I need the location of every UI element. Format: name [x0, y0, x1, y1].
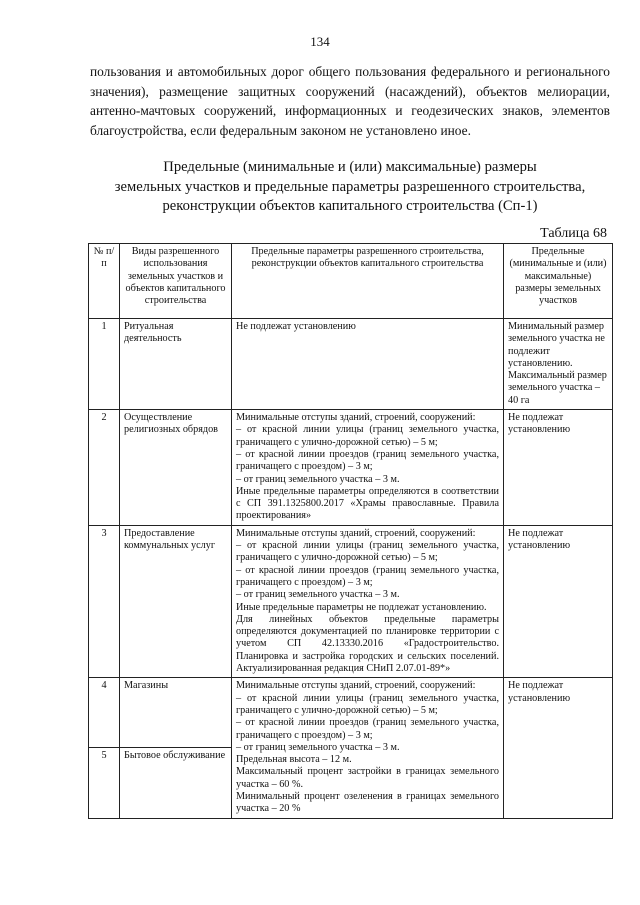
- param-line: – от границ земельного участка – 3 м.: [236, 473, 400, 485]
- parameters-table: [88, 243, 613, 819]
- param-line: Минимальные отступы зданий, строений, сооружений:: [236, 680, 476, 692]
- row-type: Предоставление коммунальных услуг: [120, 525, 232, 678]
- page-number: 134: [310, 34, 330, 49]
- row-type: Ритуальная деятельность: [120, 319, 232, 410]
- param-line: – от границ земельного участка – 3 м.: [236, 741, 400, 753]
- param-line: – от красной линии улицы (границ земельного участка, граничащего с улично-дорожной сетью) – 5 м;: [236, 540, 499, 564]
- param-line: – от красной линии проездов (границ земельного участка, граничащего с проездом) – 3 м;: [236, 448, 499, 473]
- param-line: – от границ земельного участка – 3 м.: [236, 589, 400, 601]
- row-num: 5: [89, 748, 120, 818]
- intro-paragraph: пользования и автомобильных дорог общего пользования федерального и регионального значения), размещение защитных сооружений (насаждений), объектов мелиорации, антенно-мачтовых сооружений, информационных и геодезических знаков, элементов благоустройства, если федеральным законом не установлено иное.: [90, 64, 610, 138]
- row-size: Не подлежат установлению: [504, 525, 613, 678]
- param-line: Иные предельные параметры определяются в соответствии с СП 391.1325800.2017 «Храмы православные. Правила проектирования»: [236, 485, 499, 522]
- param-line: Предельная высота – 12 м.: [236, 754, 352, 766]
- header-size: Предельные (минимальные и (или) максимальные) размеры земельных участков: [504, 244, 613, 319]
- row-params-merged: [232, 678, 504, 818]
- header-type: Виды разрешенного использования земельных участков и объектов капитального строительства: [120, 244, 232, 319]
- table-row: [89, 525, 613, 678]
- row-num: 3: [89, 525, 120, 678]
- param-line: – от красной линии проездов (границ земельного участка, граничащего с проездом) – 3 м;: [236, 564, 499, 588]
- param-line: Для линейных объектов предельные параметры определяются документацией по планировке территории с учетом СП 42.13330.2016 «Градостроительство. Планировка и застройка городских и сельских поселений. Актуализированная редакция СНиП 2.07.01-89*»: [236, 613, 499, 675]
- header-num: № п/п: [89, 244, 120, 319]
- row-type: Магазины: [120, 678, 232, 748]
- header-params: Предельные параметры разрешенного строительства, реконструкции объектов капитального строительства: [232, 244, 504, 319]
- table-header-row: [89, 244, 613, 319]
- param-line: Иные предельные параметры не подлежат установлению.: [236, 601, 487, 613]
- heading-line-1: Предельные (минимальные и (или) максимальные) размеры: [163, 159, 537, 175]
- heading-line-3: реконструкции объектов капитального строительства (Сп-1): [162, 198, 538, 214]
- table-row: [89, 410, 613, 526]
- param-line: Минимальный процент озеленения в границах земельного участка – 20 %: [236, 790, 499, 815]
- section-heading: [60, 158, 640, 217]
- param-line: – от красной линии улицы (границ земельного участка, граничащего с улично-дорожной сетью) – 5 м;: [236, 692, 499, 716]
- heading-line-2: земельных участков и предельные параметры разрешенного строительства,: [114, 178, 586, 195]
- table-row: [89, 678, 613, 748]
- row-num: 2: [89, 410, 120, 526]
- row-size: Не подлежат установлению: [504, 410, 613, 526]
- param-line: Максимальный процент застройки в границах земельного участка – 60 %.: [236, 766, 499, 790]
- row-size-merged: Не подлежат установлению: [504, 678, 613, 818]
- param-line: Не подлежат установлению: [236, 321, 356, 332]
- param-line: – от красной линии улицы (границ земельного участка, граничащего с улично-дорожной сетью) – 5 м;: [236, 424, 499, 448]
- row-type: Осуществление религиозных обрядов: [120, 410, 232, 526]
- row-params: [232, 525, 504, 678]
- param-line: Минимальные отступы зданий, строений, сооружений:: [236, 527, 476, 539]
- row-params: [232, 410, 504, 526]
- param-line: – от красной линии проездов (границ земельного участка, граничащего с проездом) – 3 м;: [236, 717, 499, 741]
- table-label: Таблица 68: [540, 226, 607, 241]
- row-size: Минимальный размер земельного участка не подлежит установлению. Максимальный размер земельного участка – 40 га: [504, 319, 613, 410]
- table-row: [89, 319, 613, 410]
- param-line: Минимальные отступы зданий, строений, сооружений:: [236, 412, 476, 424]
- row-num: 1: [89, 319, 120, 410]
- row-num: 4: [89, 678, 120, 748]
- row-type: Бытовое обслуживание: [120, 748, 232, 818]
- row-params: [232, 319, 504, 410]
